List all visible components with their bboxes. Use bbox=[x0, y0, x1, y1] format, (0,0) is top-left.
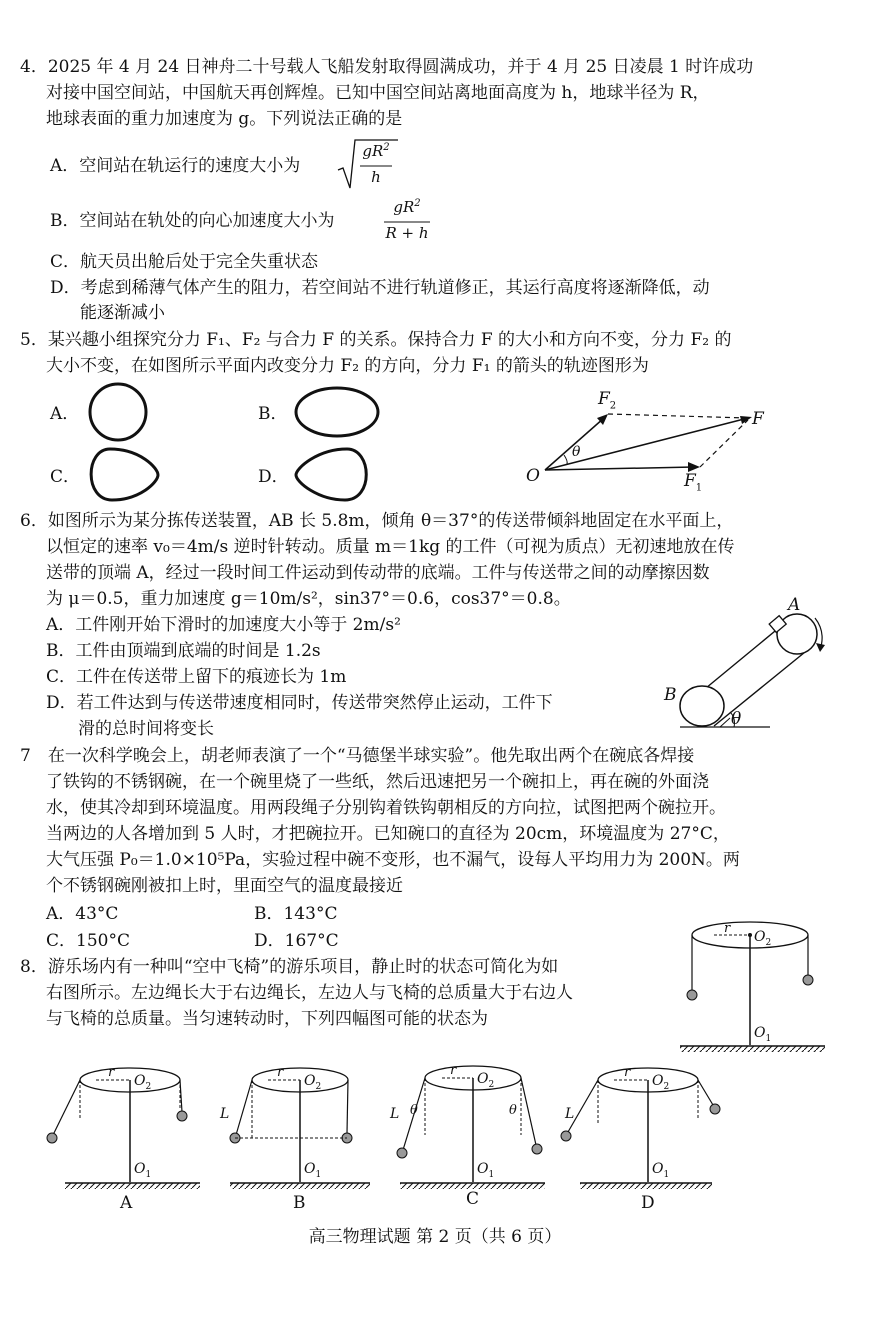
q7-stem-line1: 7 在一次科学晚会上，胡老师表演了一个“马德堡半球实验”。他先取出两个在碗底各焊接 bbox=[20, 746, 695, 766]
q8-figure-d bbox=[561, 1068, 720, 1189]
q5-label-c: C． bbox=[50, 467, 81, 487]
q4-option-a-den: h bbox=[371, 168, 381, 186]
q8-a-label-o2: $O_2$ bbox=[134, 1073, 152, 1092]
q6-label-b: B bbox=[664, 685, 677, 705]
q4-stem-line3: 地球表面的重力加速度为 g。下列说法正确的是 bbox=[46, 109, 403, 129]
q6-stem-line3: 送带的顶端 A，经过一段时间工件运动到传动带的底端。工件与传送带之间的动摩擦因数 bbox=[46, 563, 710, 583]
q8-caption-a: A bbox=[120, 1193, 133, 1213]
q8-c-label-theta-right: θ bbox=[509, 1103, 517, 1118]
q8-static-label-r: r bbox=[724, 921, 731, 936]
q5-label-f1: $F_1$ bbox=[684, 471, 703, 494]
q8-c-label-l: L bbox=[390, 1106, 400, 1122]
q6-option-b: B．工件由顶端到底端的时间是 1.2s bbox=[46, 641, 321, 661]
q6-stem-line4: 为 μ＝0.5，重力加速度 g＝10m/s²，sin37°＝0.6，cos37°＝0.8。 bbox=[46, 589, 571, 609]
q8-d-label-l: L bbox=[565, 1106, 575, 1122]
q4-option-c: C．航天员出舱后处于完全失重状态 bbox=[50, 252, 319, 272]
q5-stem-line1: 5．某兴趣小组探究分力 F₁、F₂ 与合力 F 的关系。保持合力 F 的大小和方向不变，分力 F₂ 的 bbox=[20, 330, 732, 350]
q6-option-c: C．工件在传送带上留下的痕迹长为 1m bbox=[46, 667, 347, 687]
q6-label-a: A bbox=[788, 595, 801, 615]
q8-static-label-o1: $O_1$ bbox=[754, 1025, 772, 1044]
q8-c-label-o1: $O_1$ bbox=[477, 1161, 495, 1180]
q7-stem-line5: 大气压强 P₀＝1.0×10⁵Pa，实验过程中碗不变形，也不漏气，设每人平均用力为 200N。两 bbox=[46, 850, 740, 870]
q8-d-label-o2: $O_2$ bbox=[652, 1073, 670, 1092]
q7-stem-line2: 了铁钩的不锈钢碗，在一个碗里烧了一些纸，然后迅速把另一个碗扣上，再在碗的外面浇 bbox=[46, 772, 709, 792]
q8-caption-d: D bbox=[641, 1193, 655, 1213]
q5-label-d: D． bbox=[258, 467, 289, 487]
q6-option-d-line1: D．若工件达到与传送带速度相同时，传送带突然停止运动，工件下 bbox=[46, 693, 553, 713]
q8-stem-line1: 8．游乐场内有一种叫“空中飞椅”的游乐项目，静止时的状态可简化为如 bbox=[20, 957, 559, 977]
q8-caption-b: B bbox=[293, 1193, 306, 1213]
q5-label-f: F bbox=[752, 409, 764, 429]
q7-option-d: D．167°C bbox=[254, 931, 339, 951]
q4-option-a-num: $gR^2$ bbox=[362, 142, 390, 160]
q4-option-d-line1: D．考虑到稀薄气体产生的阻力，若空间站不进行轨道修正，其运行高度将逐渐降低，动 bbox=[50, 278, 710, 298]
q8-c-label-r: r bbox=[450, 1063, 457, 1078]
page-footer: 高三物理试题 第 2 页（共 6 页） bbox=[308, 1227, 562, 1247]
q8-figure-c bbox=[397, 1066, 545, 1189]
q6-label-theta: θ bbox=[731, 709, 742, 729]
q6-stem-line2: 以恒定的速率 v₀＝4m/s 逆时针转动。质量 m＝1kg 的工件（可视为质点）无初速地放在传 bbox=[46, 537, 735, 557]
q8-a-label-o1: $O_1$ bbox=[134, 1161, 152, 1180]
q7-option-b: B．143°C bbox=[254, 904, 338, 924]
q5-label-a: A． bbox=[50, 404, 80, 424]
q4-option-b: B．空间站在轨处的向心加速度大小为 bbox=[50, 211, 335, 231]
q4-option-b-den: R + h bbox=[385, 224, 429, 242]
q8-figure-a bbox=[47, 1068, 200, 1189]
q4-stem-line2: 对接中国空间站，中国航天再创辉煌。已知中国空间站离地面高度为 h，地球半径为 R， bbox=[46, 83, 710, 103]
q5-label-b: B． bbox=[258, 404, 288, 424]
q8-stem-line2: 右图所示。左边绳长大于右边绳长，左边人与飞椅的总质量大于右边人 bbox=[46, 983, 573, 1003]
q7-stem-line6: 个不锈钢碗刚被扣上时，里面空气的温度最接近 bbox=[46, 876, 403, 896]
q4-option-d-line2: 能逐渐减小 bbox=[80, 303, 165, 323]
q8-b-label-o2: $O_2$ bbox=[304, 1073, 322, 1092]
q8-a-label-r: r bbox=[108, 1065, 115, 1080]
q7-stem-line4: 当两边的人各增加到 5 人时，才把碗拉开。已知碗口的直径为 20cm，环境温度为 27°C， bbox=[46, 824, 730, 844]
q8-caption-c: C bbox=[466, 1189, 480, 1209]
q5-stem-line2: 大小不变，在如图所示平面内改变分力 F₂ 的方向，分力 F₁ 的箭头的轨迹图形为 bbox=[46, 356, 649, 376]
q6-option-a: A．工件刚开始下滑时的加速度大小等于 2m/s² bbox=[46, 615, 401, 635]
q8-d-label-o1: $O_1$ bbox=[652, 1161, 670, 1180]
q8-figure-b bbox=[230, 1068, 370, 1189]
q5-label-f2: $F_2$ bbox=[598, 389, 617, 412]
q8-static-label-o2: $O_2$ bbox=[754, 929, 772, 948]
q8-d-label-r: r bbox=[624, 1065, 631, 1080]
q8-b-label-o1: $O_1$ bbox=[304, 1161, 322, 1180]
q8-c-label-theta-left: θ bbox=[410, 1103, 418, 1118]
q8-b-label-l: L bbox=[220, 1106, 230, 1122]
q7-stem-line3: 水，使其冷却到环境温度。用两段绳子分别钩着铁钩朝相反的方向拉，试图把两个碗拉开。 bbox=[46, 798, 726, 818]
q5-label-theta: θ bbox=[572, 444, 581, 460]
q4-stem-line1: 4．2025 年 4 月 24 日神舟二十号载人飞船发射取得圆满成功，并于 4 月 25 日凌晨 1 时许成功 bbox=[20, 57, 754, 77]
q5-label-o: O bbox=[526, 466, 540, 486]
q8-stem-line3: 与飞椅的总质量。当匀速转动时，下列四幅图可能的状态为 bbox=[46, 1009, 488, 1029]
q8-b-label-r: r bbox=[277, 1065, 284, 1080]
q8-static-figure bbox=[680, 922, 825, 1052]
q4-option-b-num: $gR^2$ bbox=[393, 198, 421, 216]
q7-option-a: A．43°C bbox=[46, 904, 119, 924]
q8-c-label-o2: $O_2$ bbox=[477, 1071, 495, 1090]
q6-stem-line1: 6．如图所示为某分拣传送装置，AB 长 5.8m，倾角 θ＝37°的传送带倾斜地固定在水平面上， bbox=[20, 511, 734, 531]
q7-option-c: C．150°C bbox=[46, 931, 130, 951]
q4-option-a: A．空间站在轨运行的速度大小为 bbox=[50, 156, 301, 176]
q6-option-d-line2: 滑的总时间将变长 bbox=[78, 719, 214, 739]
